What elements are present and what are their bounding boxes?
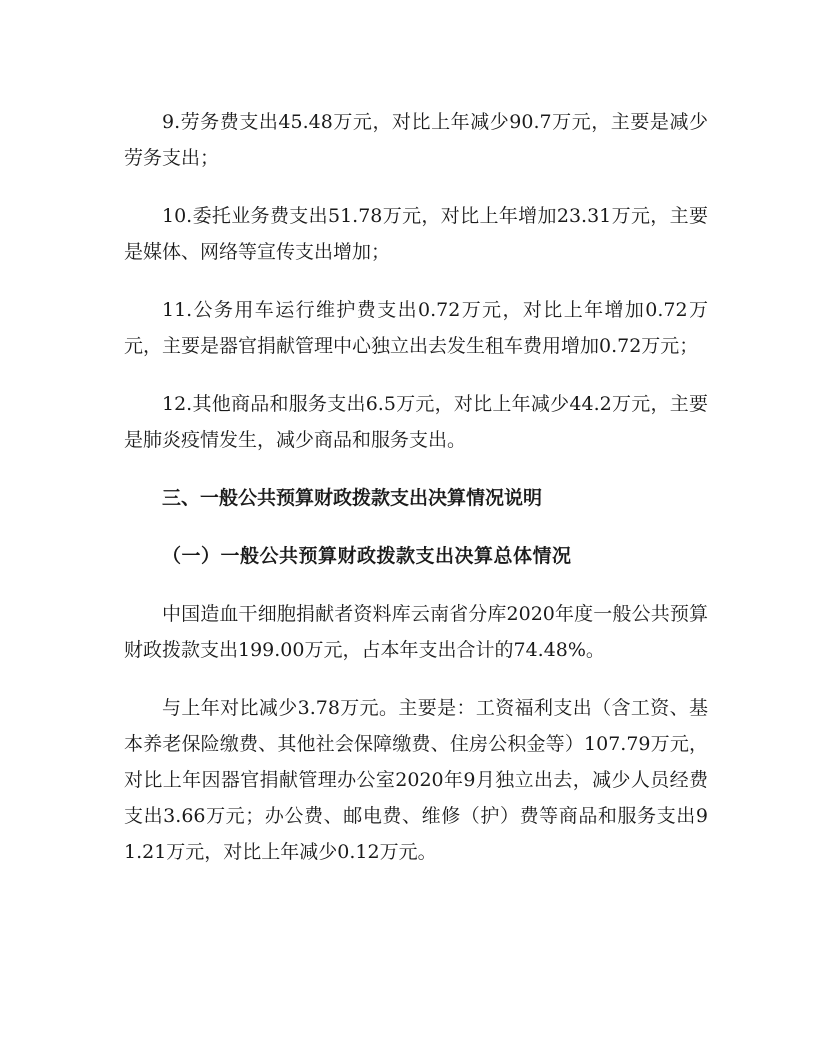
paragraph-item-12: 12.其他商品和服务支出6.5万元，对比上年减少44.2万元，主要是肺炎疫情发生，减少商品和服务支出。	[124, 393, 708, 451]
body-paragraph-overview: 中国造血干细胞捐献者资料库云南省分库2020年度一般公共预算财政拨款支出199.00万元，占本年支出合计的74.48%。	[124, 603, 708, 661]
paragraph-item-9: 9.劳务费支出45.48万元，对比上年减少90.7万元，主要是减少劳务支出；	[124, 111, 708, 169]
paragraph-item-10: 10.委托业务费支出51.78万元，对比上年增加23.31万元，主要是媒体、网络等宣传支出增加；	[124, 205, 708, 263]
section-heading: 三、一般公共预算财政拨款支出决算情况说明	[162, 487, 543, 509]
sub-heading: （一）一般公共预算财政拨款支出决算总体情况	[162, 545, 572, 567]
body-paragraph-comparison: 与上年对比减少3.78万元。主要是：工资福利支出（含工资、基本养老保险缴费、其他社会保障缴费、住房公积金等）107.79万元，对比上年因器官捐献管理办公室2020年9月独立出去，减少人员经费支出3.66万元；办公费、邮电费、维修（护）费等商品和服务支出91.21万元，对比上年减少0.12万元。	[124, 697, 708, 863]
paragraph-item-11: 11.公务用车运行维护费支出0.72万元，对比上年增加0.72万元，主要是器官捐献管理中心独立出去发生租车费用增加0.72万元；	[124, 299, 708, 357]
